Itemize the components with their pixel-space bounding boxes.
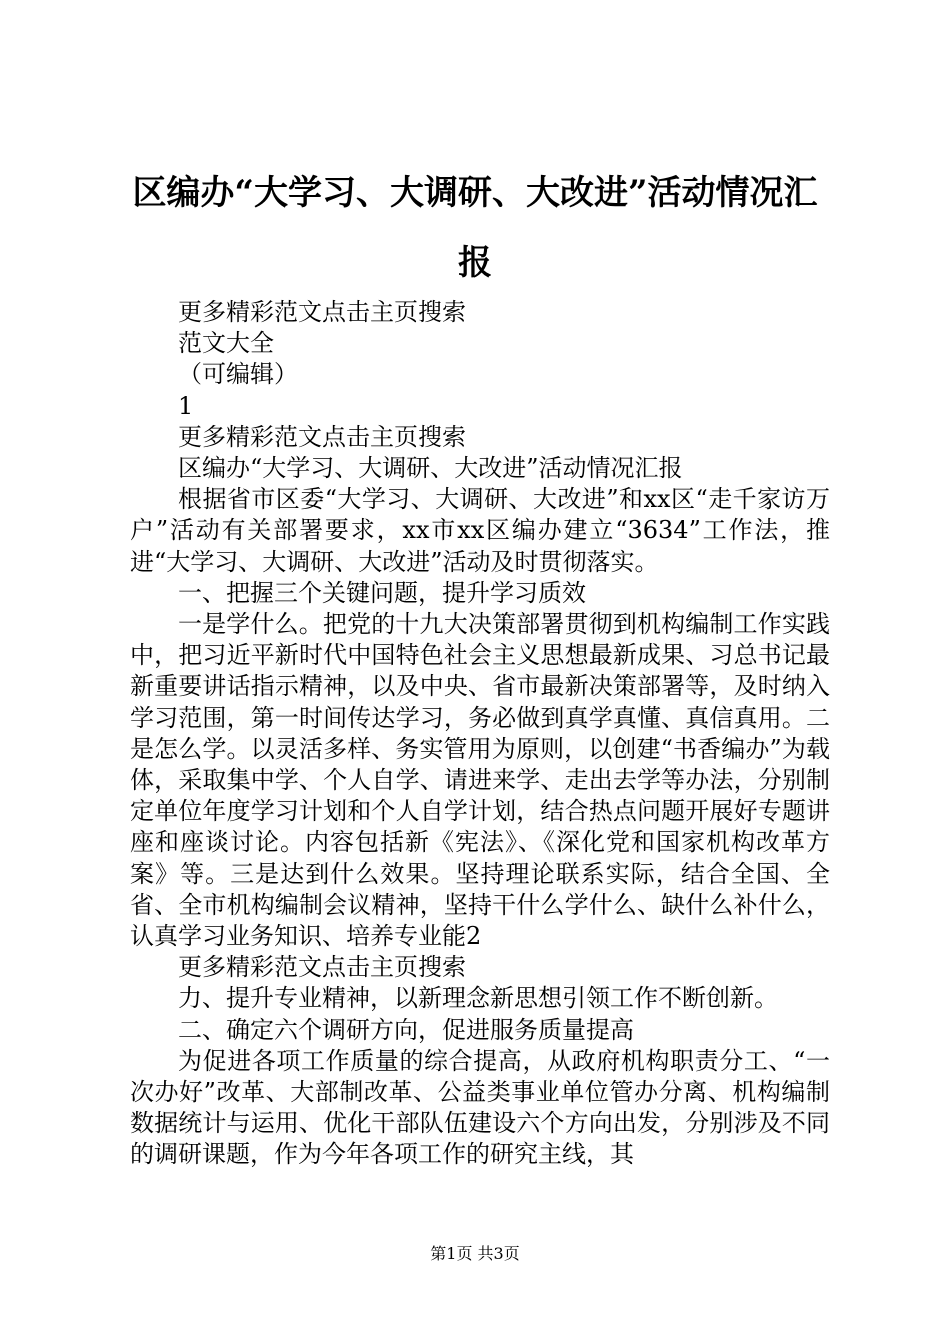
paragraph-promo-2: 更多精彩范文点击主页搜索 [178,422,466,451]
paragraph-study-cont: 力、提升专业精神，以新理念新思想引领工作不断创新。 [178,984,778,1013]
paragraph-editable: （可编辑） [178,360,298,389]
paragraph-promo-3: 更多精彩范文点击主页搜索 [178,953,466,982]
document-body [130,297,830,1171]
paragraph-promo-1: 更多精彩范文点击主页搜索 [178,298,466,326]
paragraph-study: 一是学什么。把党的十九大决策部署贯彻到机构编制工作实践中，把习近平新时代中国特色社会主义思想最新成果、习总书记最新重要讲话指示精神，以及中央、省市最新决策部署等，及时纳入学习范围，第一时间传达学习，务必做到真学真懂、真信真用。二是怎么学。以灵活多样、务实管用为原则，以创建“书香编办”为载体，采取集中学、个人自学、请进来学、走出去学等办法，分别制定单位年度学习计划和个人自学计划，结合热点问题开展好专题讲座和座谈讨论。内容包括新《宪法》、《深化党和国家机构改革方案》等。三是达到什么效果。坚持理论联系实际，结合全国、全省、全市机构编制会议精神，坚持干什么学什么、缺什么补什么，认真学习业务知识、培养专业能2 [130,610,830,951]
paragraph-subtitle: 区编办“大学习、大调研、大改进”活动情况汇报 [178,454,683,483]
paragraph-fanwen: 范文大全 [178,329,274,358]
section-heading-1: 一、把握三个关键问题，提升学习质效 [178,578,586,607]
paragraph-number: 1 [178,391,194,420]
paragraph-intro: 根据省市区委“大学习、大调研、大改进”和xx区“走千家访万户”活动有关部署要求，xx市xx区编办建立“3634”工作法，推进“大学习、大调研、大改进”活动及时贯彻落实。 [130,485,830,576]
section-heading-2: 二、确定六个调研方向，促进服务质量提高 [178,1015,634,1044]
document-title: 区编办“大学习、大调研、大改进”活动情况汇报 [132,173,818,283]
paragraph-research: 为促进各项工作质量的综合提高，从政府机构职责分工、“一次办好”改革、大部制改革、公益类事业单位管办分离、机构编制数据统计与运用、优化干部队伍建设六个方向出发，分别涉及不同的调研课题，作为今年各项工作的研究主线，其 [130,1046,830,1169]
page-footer: 第1页 共3页 [430,1244,520,1263]
